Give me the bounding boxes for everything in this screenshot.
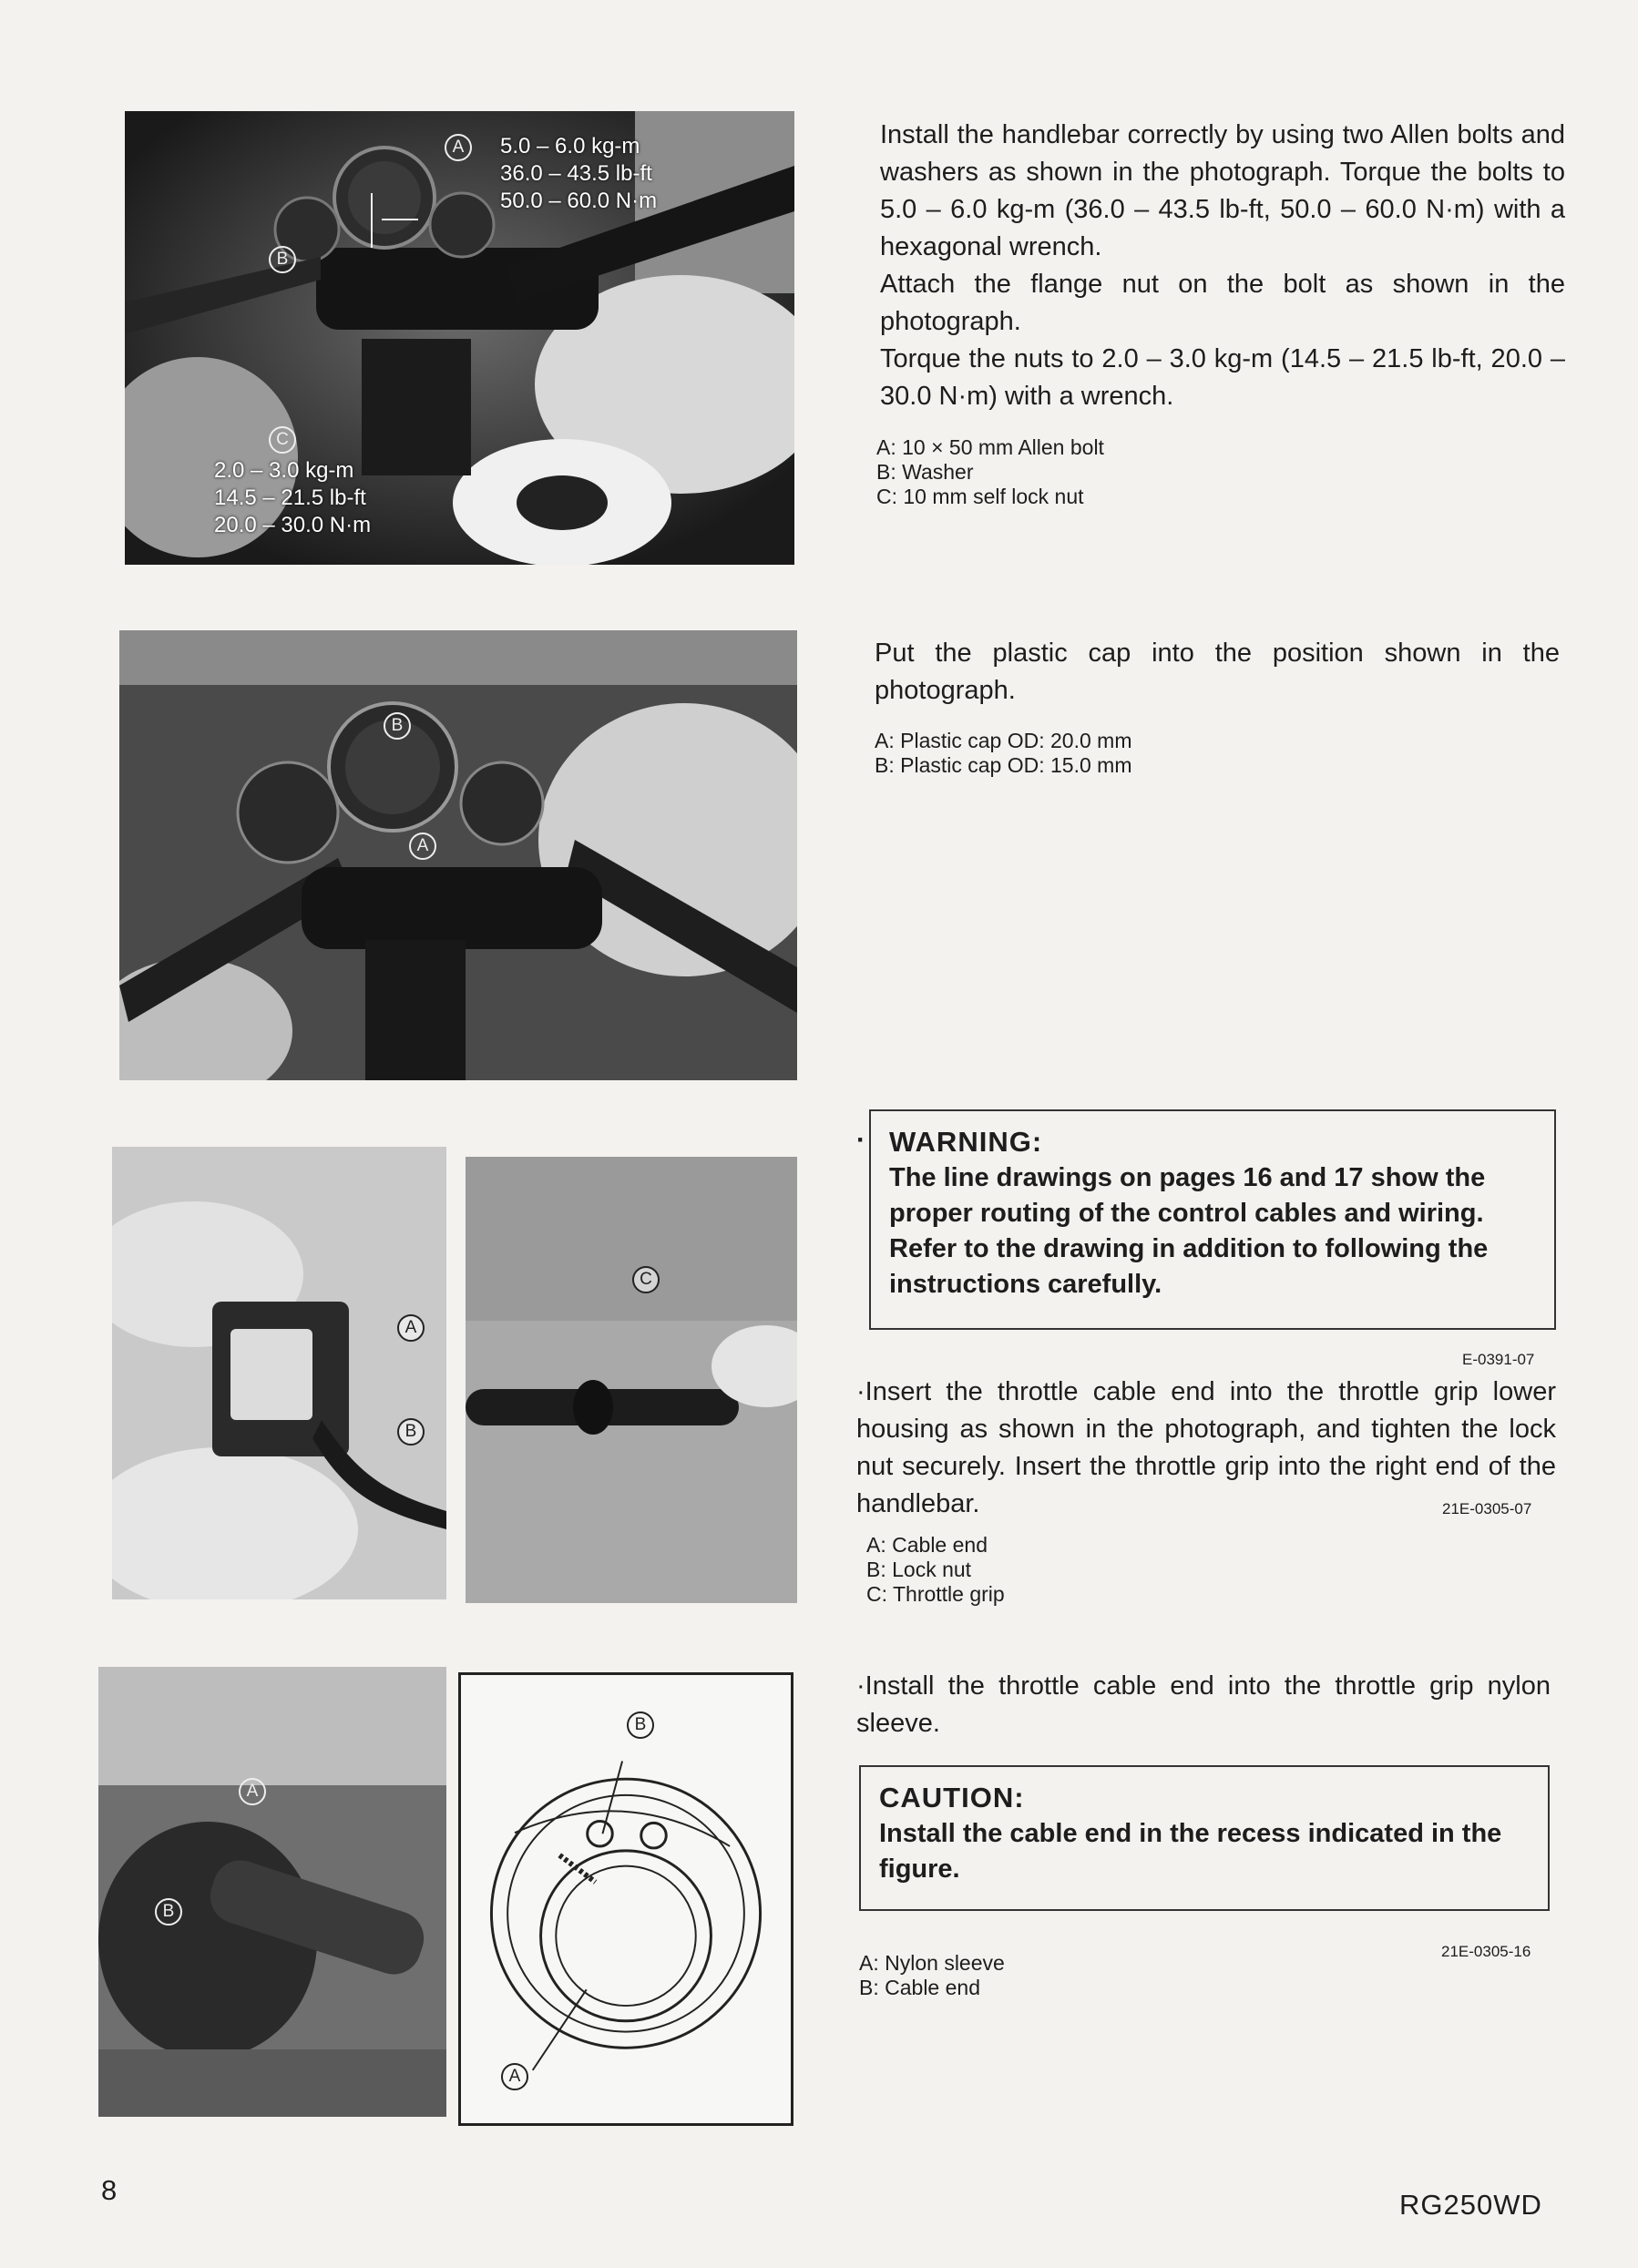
warning-box	[869, 1109, 1556, 1330]
legend-item: B: Plastic cap OD: 15.0 mm	[875, 753, 1132, 777]
handlebar-instructions	[880, 117, 1565, 415]
nylon-sleeve-photo	[98, 1667, 446, 2117]
bullet-mark: ·	[856, 1125, 865, 1155]
plastic-cap-photo	[119, 630, 797, 1080]
legend-item: B: Lock nut	[866, 1558, 972, 1581]
photo-label-b: B	[155, 1898, 182, 1926]
photo-label-a: A	[409, 833, 436, 860]
handlebar-instruction-2: Attach the flange nut on the bolt as shown in the photograph.	[880, 270, 1565, 336]
plastic-cap-instruction-text: Put the plastic cap into the position shown in the photograph.	[875, 639, 1560, 705]
caution-text: Install the cable end in the recess indicated in the figure.	[879, 1819, 1502, 1884]
photo-label-c: C	[269, 426, 296, 454]
legend-item: B: Washer	[876, 460, 974, 484]
throttle-grip-photo	[466, 1157, 797, 1603]
reference-code: 21E-0305-07	[1442, 1500, 1532, 1517]
diagram-label-b: B	[627, 1711, 654, 1739]
warning-text: The line drawings on pages 16 and 17 show the proper routing of the control cables and wiring. Refer to the drawing in addition to following the instructions carefully.	[889, 1163, 1489, 1299]
nylon-sleeve-instruction-text: Install the throttle cable end into the throttle grip nylon sleeve.	[856, 1671, 1551, 1738]
torque-callout-bottom	[214, 457, 371, 539]
photo-label-a: A	[445, 134, 472, 161]
torque-top-nm: 50.0 – 60.0 N·m	[500, 189, 658, 213]
nylon-sleeve-legend	[859, 1951, 1005, 2000]
cable-recess-diagram	[458, 1672, 793, 2126]
model-code: RG250WD	[1399, 2189, 1542, 2221]
legend-item: A: Nylon sleeve	[859, 1951, 1005, 1975]
plastic-cap-legend	[875, 729, 1131, 778]
legend-item: B: Cable end	[859, 1976, 980, 1999]
handlebar-bolts-photo	[125, 111, 794, 565]
photo-label-a: A	[397, 1314, 425, 1342]
warning-title: WARNING:	[889, 1126, 1043, 1158]
torque-bottom-kgm: 2.0 – 3.0 kg-m	[214, 458, 354, 483]
bullet-mark: ·	[856, 1377, 865, 1406]
torque-bottom-nm: 20.0 – 30.0 N·m	[214, 513, 372, 537]
caution-box	[859, 1765, 1550, 1911]
legend-item: C: 10 mm self lock nut	[876, 485, 1084, 508]
legend-item: A: 10 × 50 mm Allen bolt	[876, 435, 1104, 459]
throttle-housing-photo	[112, 1147, 446, 1599]
photo-label-b: B	[384, 712, 411, 740]
reference-code: E-0391-07	[1462, 1351, 1535, 1368]
legend-item: A: Cable end	[866, 1533, 988, 1557]
plastic-cap-instruction	[875, 635, 1560, 710]
handlebar-instruction-1: Install the handlebar correctly by using two Allen bolts and washers as shown in the photograph. Torque the bolts to 5.0 – 6.0 kg-m (36.0 – 43.5 lb-ft, 50.0 – 60.0 N·m) with a hexagonal wrench.	[880, 120, 1565, 261]
reference-code: 21E-0305-16	[1441, 1943, 1531, 1960]
handlebar-legend	[876, 435, 1104, 509]
throttle-cable-legend	[866, 1533, 1005, 1607]
torque-top-lbft: 36.0 – 43.5 lb-ft	[500, 161, 652, 186]
throttle-cable-instruction-text: Insert the throttle cable end into the throttle grip lower housing as shown in the photograph, and tighten the lock nut securely. Insert the throttle grip into the right end of the handlebar.	[856, 1377, 1556, 1518]
handlebar-instruction-3: Torque the nuts to 2.0 – 3.0 kg-m (14.5 – 21.5 lb-ft, 20.0 – 30.0 N·m) with a wrench.	[880, 344, 1565, 411]
photo-label-c: C	[632, 1266, 660, 1293]
caution-title: CAUTION:	[879, 1782, 1025, 1813]
legend-item: C: Throttle grip	[866, 1582, 1005, 1606]
page-number: 8	[101, 2174, 118, 2206]
diagram-label-a: A	[501, 2063, 528, 2090]
torque-top-kgm: 5.0 – 6.0 kg-m	[500, 134, 640, 158]
photo-label-b: B	[269, 246, 296, 273]
legend-item: A: Plastic cap OD: 20.0 mm	[875, 729, 1132, 752]
torque-bottom-lbft: 14.5 – 21.5 lb-ft	[214, 485, 366, 510]
torque-callout-top	[500, 133, 657, 215]
bullet-mark: ·	[856, 1671, 865, 1701]
photo-label-b: B	[397, 1418, 425, 1446]
nylon-sleeve-instruction	[856, 1668, 1551, 1742]
photo-label-a: A	[239, 1778, 266, 1805]
